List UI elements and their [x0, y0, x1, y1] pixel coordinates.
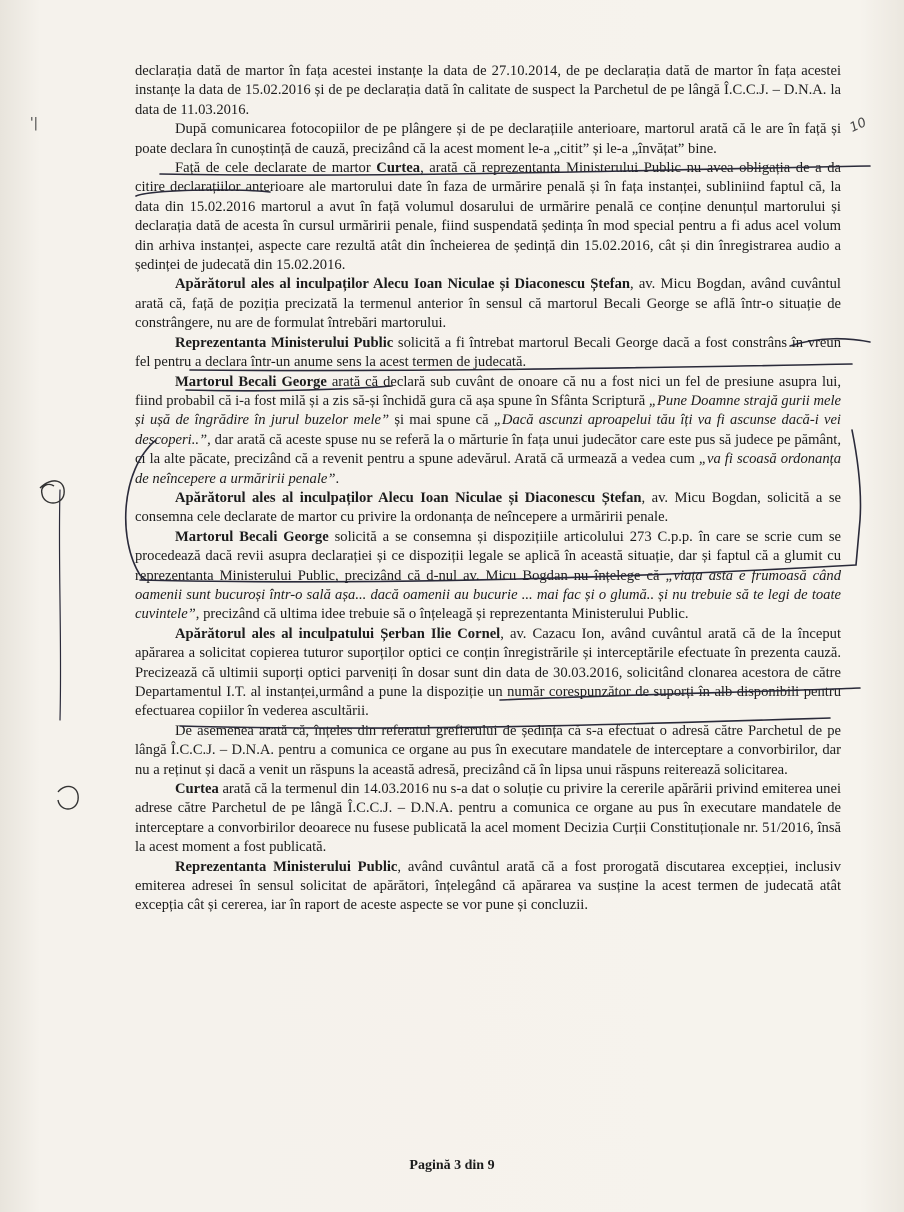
quote: „viața asta e frumoasă când oamenii sunt bucuroși într-o sală așa... dacă oamenii au bucurie ... mai fac și o glumă.. și nu trebuie să te legi de toate cuvintele” — [135, 567, 841, 623]
paragraph-text: , av. Cazacu Ion, având cuvântul arată că de la început apărarea a solicitat copierea tuturor suporților optici ce conțin înregistrările și interceptările efectuate în prezenta cauză. Precizează că ultimii suporți optici parveniți în dosar sunt din data de 30.03.2016, solicitând clonarea acestora de către Departamentul I.T. al instanței,urmând a pune la dispoziție un număr corespunzător de suporți în alb disponibili pentru efectuarea copiilor în vederea ascultării. — [135, 625, 842, 720]
bracket-stroke — [140, 430, 861, 582]
scribble-mark — [58, 786, 78, 809]
paragraph-text: , arată că reprezentanta Ministerului Public nu avea obligația de a da citire declarațiilor anterioare ale martorului date în faza de urmărire penală și în fața instanței, subliniind faptul că, la data din 15.02.2016 martorul a avut în față volumul dosarului de urmărire penală ce conține denunțul martorului și declarația dată de acesta în cursul urmăririi penale, fiind suspendată ședința în mod special pentru a fi adus acel volum din arhiva instanței, aspecte care rezultă atât din încheierea de ședință din 15.02.2016, cât și din înregistrarea audio a ședinței de judecată din 15.02.2016. — [135, 160, 841, 274]
paragraph-text: , precizând că ultima idee trebuie să o înțeleagă și reprezentanta Ministerului Public. — [195, 606, 689, 623]
page-number-label: Pagină 3 din 9 — [409, 1158, 495, 1173]
underline-stroke — [790, 339, 870, 346]
underline-stroke — [160, 166, 870, 175]
speaker-name: Curtea — [376, 160, 421, 177]
paragraph-text: Față de cele declarate de martor — [175, 160, 377, 177]
speaker-name: Apărătorul ales al inculpaților Alecu Ioan Niculae și Diaconescu Ștefan — [175, 489, 642, 506]
paragraph-text: arată că la termenul din 14.03.2016 nu s-a dat o soluție cu privire la cererile apărării privind emiterea unei adrese către Parchetul de pe lângă Î.C.C.J. – D.N.A. pentru a comunica ce organe au pus în executare mandatele de interceptare a convorbirilor deoarece nu fusese publicată la acel moment Decizia Curții Constituționale nr. 51/2016, însă la acest moment a fost publicată. — [135, 781, 841, 856]
speaker-name: Reprezentanta Ministerului Public — [175, 334, 394, 351]
speaker-name: Martorul Becali George — [175, 373, 327, 390]
handwritten-page-number: 10 — [847, 115, 869, 136]
speaker-name: Reprezentanta Ministerului Public — [175, 858, 398, 875]
paragraph-text: și mai spune că — [389, 412, 494, 429]
paragraph-text: , având cuvântul arată că a fost prorogată discutarea excepției, inclusiv emiterea adresei în sensul solicitat de apărători, înțelegând că apărarea va susține la acest termen de judecată atât excepția cât și cererea, iar în raport de aceste aspecte se vor pune și concluzii. — [135, 858, 841, 914]
quote: „va fi scoasă ordonanța de neîncepere a urmăririi penale” — [135, 451, 841, 487]
speaker-name: Curtea — [175, 781, 219, 798]
page-footer — [0, 1158, 904, 1174]
underline-stroke — [136, 190, 270, 196]
paragraph-text: , dar arată că aceste spuse nu se referă la o mărturie în fața unui judecător care este pus să judece pe pământ, ci la alte păcate, precizând că a revenit pentru a spune adevărul. Arată că urmează a vedea cum — [135, 431, 841, 468]
paragraph-text: , av. Micu Bogdan, având cuvântul arată că, față de poziția precizată la termenul anterior în sensul că martorul Becali George se află într-o situație de constrângere, nu are de formulat întrebări martorului. — [135, 276, 841, 332]
scribble-mark — [40, 481, 64, 503]
underline-stroke — [190, 364, 852, 371]
margin-tick-mark: '| — [30, 116, 38, 131]
speaker-name: Martorul Becali George — [175, 528, 329, 545]
underline-stroke — [500, 688, 860, 700]
margin-line — [59, 490, 60, 720]
speaker-name: Apărătorul ales al inculpaților Alecu Ioan Niculae și Diaconescu Ștefan — [175, 276, 630, 293]
bracket-stroke — [126, 440, 156, 580]
paragraph-text: declarația dată de martor în fața acestei instanțe la data de 27.10.2014, de pe declarația dată de martor în fața acestei instanțe la data de 15.02.2016 și de pe declarația dată în calitate de suspect la Parchetul de pe lângă Î.C.C.J. – D.N.A. la data de 11.03.2016. — [135, 63, 841, 118]
paragraph-text: arată că declară sub cuvânt de onoare că nu a fost nici un fel de presiune asupra lui, fiind probabil că i-a fost milă și a zis să-și închidă gura că așa spune în Sfânta Scriptură — [135, 373, 842, 409]
quote: „Pune Doamne strajă gurii mele și ușă de îngrădire în jurul buzelor mele” — [135, 392, 842, 429]
paragraph-text: solicită a fi întrebat martorul Becali George dacă a fost constrâns în vreun fel pentru a declara într-un anume sens la acest termen de judecată. — [135, 334, 841, 371]
paragraph-text: solicită a se consemna și dispozițiile articolului 273 C.p.p. în care se scrie cum se procedează dacă revii asupra declarației și ce dispoziții legale se aplică în această situație, dar și faptul că a glumit cu reprezentanta Ministerului Public, precizând că d-nul av. Micu Bogdan nu înțelege că — [135, 528, 841, 584]
quote: „Dacă ascunzi aproapelui tău îți va fi ascunse dacă-i vei descoperi..” — [135, 412, 841, 448]
underline-stroke — [186, 386, 392, 391]
paragraph-text: După comunicarea fotocopiilor de pe plângere și de pe declarațiile anterioare, martorul arată că le are în față și poate declara în cunoștință de cauză, precizând că la acest moment le-a „citit” și le-a „învățat” bine. — [135, 121, 841, 157]
paragraph-text: De asemenea arată că, înțeles din referatul grefierului de ședință că s-a efectuat o adresă către Parchetul de pe lângă Î.C.C.J. – D.N.A. pentru a comunica ce organe au pus în executare mandatele de interceptare a convorbirilor, dar nu a reținut și dacă a venit un răspuns la această adresă, precizând că în lipsa unui răspuns reiterează solicitarea. — [135, 722, 841, 778]
underline-stroke — [180, 718, 830, 728]
speaker-name: Apărătorul ales al inculpatului Șerban Ilie Cornel — [175, 625, 501, 642]
paragraph-text: . — [335, 470, 340, 487]
paragraph-text: , av. Micu Bogdan, solicită a se consemna cele declarate de martor cu privire la ordonanța de neîncepere a urmăririi penale. — [135, 489, 841, 526]
